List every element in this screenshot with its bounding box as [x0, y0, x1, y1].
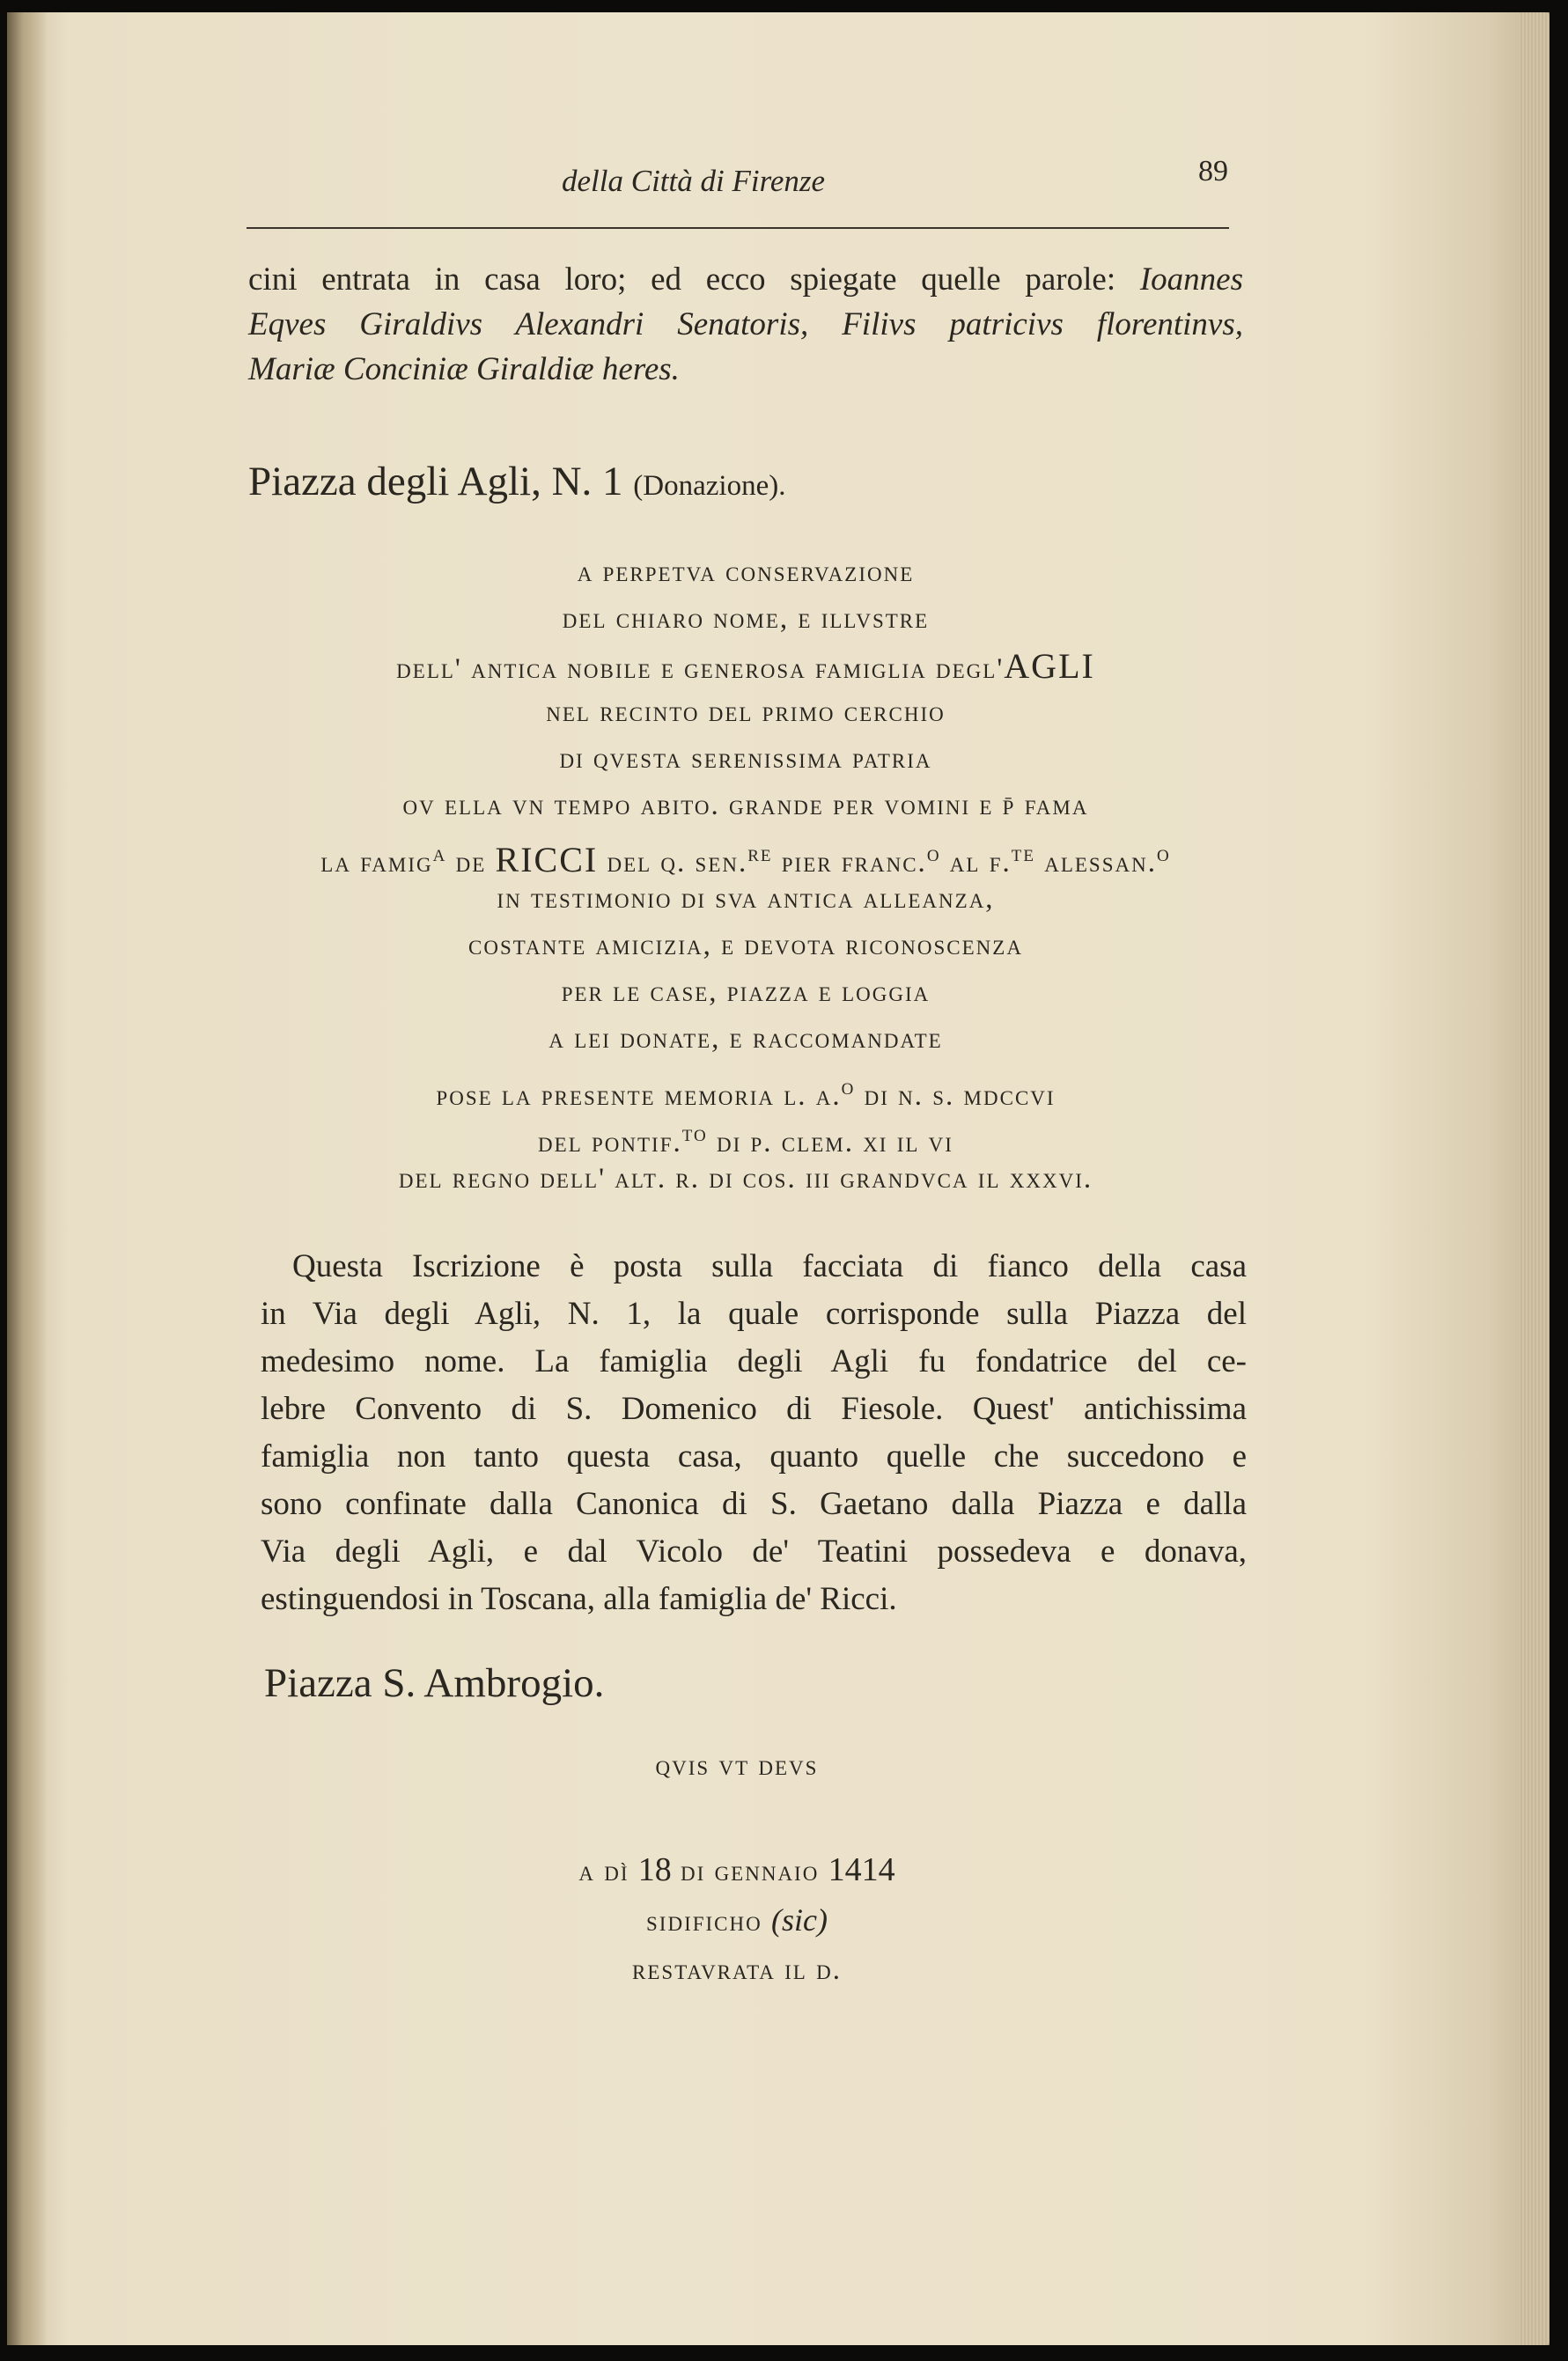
commentary-line: medesimo nome. La famiglia degli Agli fu fondatrice del ce-	[261, 1343, 1247, 1379]
inscription-line: la famig$^a$ de RICCI del q. sen.$^{re}$ pier franc.$^o$ al f.$^{te}$ alessan.$^o$	[320, 839, 1171, 879]
inscription-line: di qvesta serenissima patria	[559, 743, 932, 775]
inscription-line: a lei donate, e raccomandate	[548, 1023, 943, 1055]
intro-line: Mariæ Conciniæ Giraldiæ heres.	[248, 351, 680, 387]
intro-paragraph	[248, 257, 1243, 392]
commentary-line: famiglia non tanto questa casa, quanto quelle che succedono e	[261, 1438, 1247, 1475]
inscription-line: in testimonio di sva antica alleanza,	[497, 883, 995, 915]
page-number: 89	[1198, 155, 1228, 188]
page-gutter-shadow	[7, 12, 48, 2345]
inscription-line: a perpetva conservazione	[577, 556, 915, 588]
intro-line: cini entrata in casa loro; ed ecco spiegate quelle parole: Ioannes	[248, 261, 1243, 298]
page-fore-edge	[1520, 12, 1550, 2345]
inscription-line: del pontif.$^{to}$ di p. clem. xi il vi	[538, 1119, 953, 1158]
intro-line: Eqves Giraldivs Alexandri Senatoris, Filivs patricivs florentinvs,	[248, 306, 1243, 342]
commentary-line: Via degli Agli, e dal Vicolo de' Teatini possedeva e donava,	[261, 1534, 1247, 1570]
inscription-line: pose la presente memoria l. a.$^o$ di n. s. mdccvi	[436, 1072, 1056, 1112]
commentary-line: lebre Convento di S. Domenico di Fiesole. Quest' antichissima	[261, 1391, 1247, 1427]
commentary-line: Questa Iscrizione è posta sulla facciata di fianco della casa	[292, 1248, 1247, 1284]
section-heading-note: (Donazione).	[633, 470, 786, 502]
commentary-paragraph	[261, 1243, 1247, 1623]
inscription-ambrogio-motto	[248, 1739, 1226, 1793]
inscription-line: sidificho (sic)	[646, 1902, 828, 1938]
inscription-line: per le case, piazza e loggia	[561, 976, 931, 1008]
inscription-agli	[248, 549, 1243, 1203]
inscription-line: del chiaro nome, e illvstre	[562, 603, 930, 635]
inscription-ambrogio	[248, 1842, 1226, 1997]
running-header	[245, 155, 1228, 204]
header-rule	[247, 227, 1229, 229]
inscription-line: restavrata il d.	[632, 1954, 842, 1986]
running-header-title: della Città di Firenze	[562, 164, 826, 198]
inscription-line: ov ella vn tempo abito. grande per vomini e p̄ fama	[402, 790, 1089, 821]
commentary-line: estinguendosi in Toscana, alla famiglia de' Ricci.	[261, 1581, 897, 1617]
inscription-line: costante amicizia, e devota riconoscenza	[468, 930, 1023, 961]
inscription-line: qvis vt devs	[655, 1750, 819, 1782]
inscription-line: a dì 18 di gennaio 1414	[578, 1851, 895, 1888]
commentary-line: in Via degli Agli, N. 1, la quale corrisponde sulla Piazza del	[261, 1296, 1247, 1332]
commentary-line: sono confinate dalla Canonica di S. Gaetano dalla Piazza e dalla	[261, 1486, 1247, 1522]
section-heading-piazza-agli: Piazza degli Agli, N. 1 (Donazione).	[248, 459, 786, 504]
inscription-line: nel recinto del primo cerchio	[546, 696, 946, 728]
inscription-line: del regno dell' alt. r. di cos. iii grandvca il xxxvi.	[398, 1163, 1093, 1195]
inscription-line: dell' antica nobile e generosa famiglia degl'AGLI	[396, 646, 1095, 686]
section-heading-piazza-ambrogio: Piazza S. Ambrogio.	[264, 1660, 605, 1706]
